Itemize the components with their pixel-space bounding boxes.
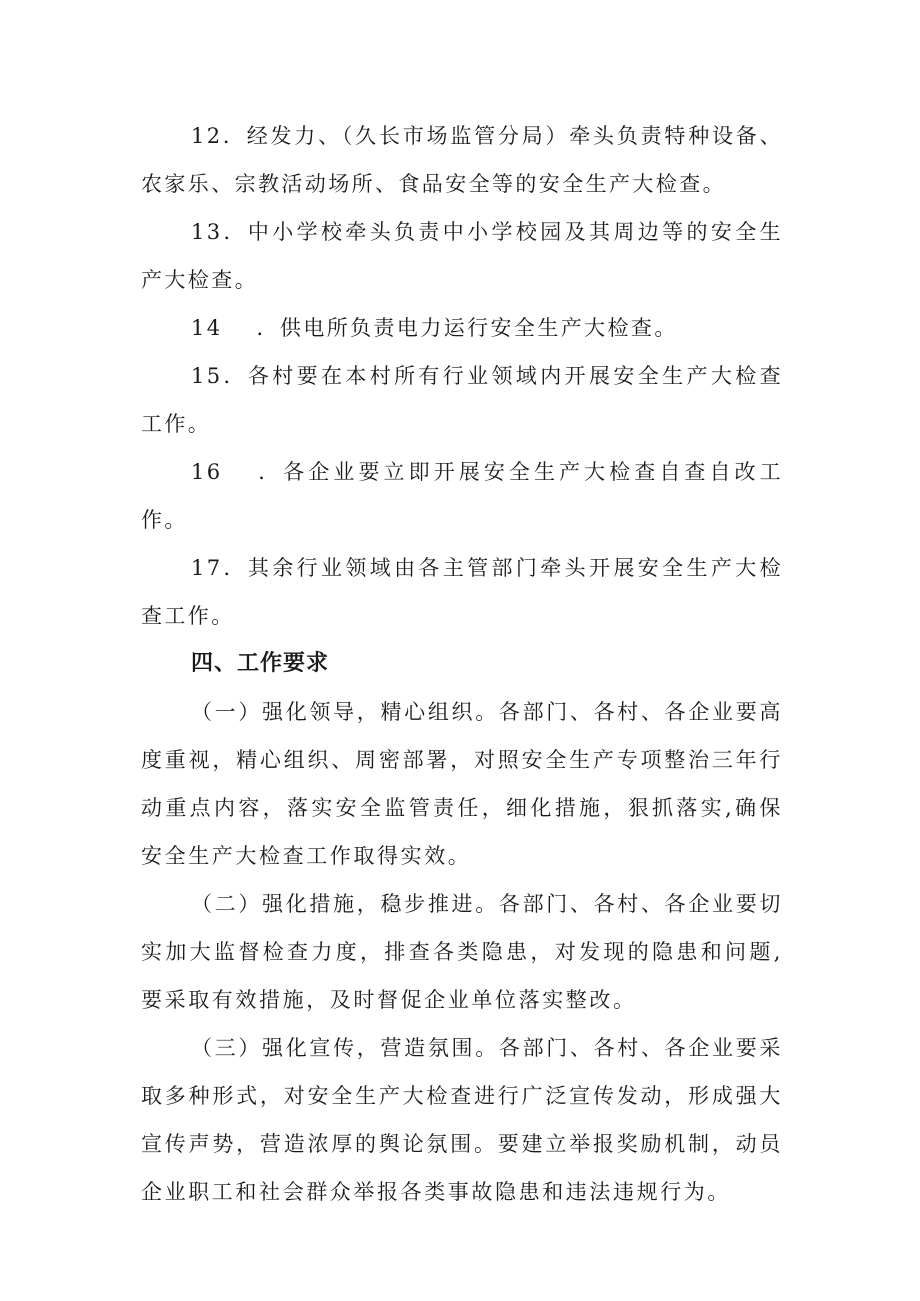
item-15: 15．各村要在本村所有行业领域内开展安全生产大检查工作。 <box>141 364 783 436</box>
item-16 <box>141 448 783 544</box>
requirement-2: （二）强化措施，稳步推进。各部门、各村、各企业要切实加大监督检查力度，排查各类隐患，对发现的隐患和问题,要采取有效措施，及时督促企业单位落实整改。 <box>141 892 783 1012</box>
item-16-number: 16 <box>191 460 223 484</box>
document-page <box>141 112 783 1216</box>
item-17: 17．其余行业领域由各主管部门牵头开展安全生产大检查工作。 <box>141 556 783 628</box>
requirement-1: （一）强化领导，精心组织。各部门、各村、各企业要高度重视，精心组织、周密部署，对照安全生产专项整治三年行动重点内容，落实安全监管责任，细化措施，狠抓落实,确保安全生产大检查工作取得实效。 <box>141 700 783 868</box>
item-12: 12．经发力、（久长市场监管分局）牵头负责特种设备、农家乐、宗教活动场所、食品安全等的安全生产大检查。 <box>141 124 783 196</box>
item-16-text: ．各企业要立即开展安全生产大检查自查自改工作。 <box>141 460 783 532</box>
requirement-3: （三）强化宣传，营造氛围。各部门、各村、各企业要采取多种形式，对安全生产大检查进行广泛宣传发动，形成强大宣传声势，营造浓厚的舆论氛围。要建立举报奖励机制，动员企业职工和社会群众举报各类事故隐患和违法违规行为。 <box>141 1036 783 1204</box>
item-14 <box>141 304 783 352</box>
item-14-number: 14 <box>191 316 223 340</box>
item-14-text: ．供电所负责电力运行安全生产大检查。 <box>256 316 678 340</box>
item-13: 13．中小学校牵头负责中小学校园及其周边等的安全生产大检查。 <box>141 220 783 292</box>
section-heading: 四、工作要求 <box>191 651 330 676</box>
